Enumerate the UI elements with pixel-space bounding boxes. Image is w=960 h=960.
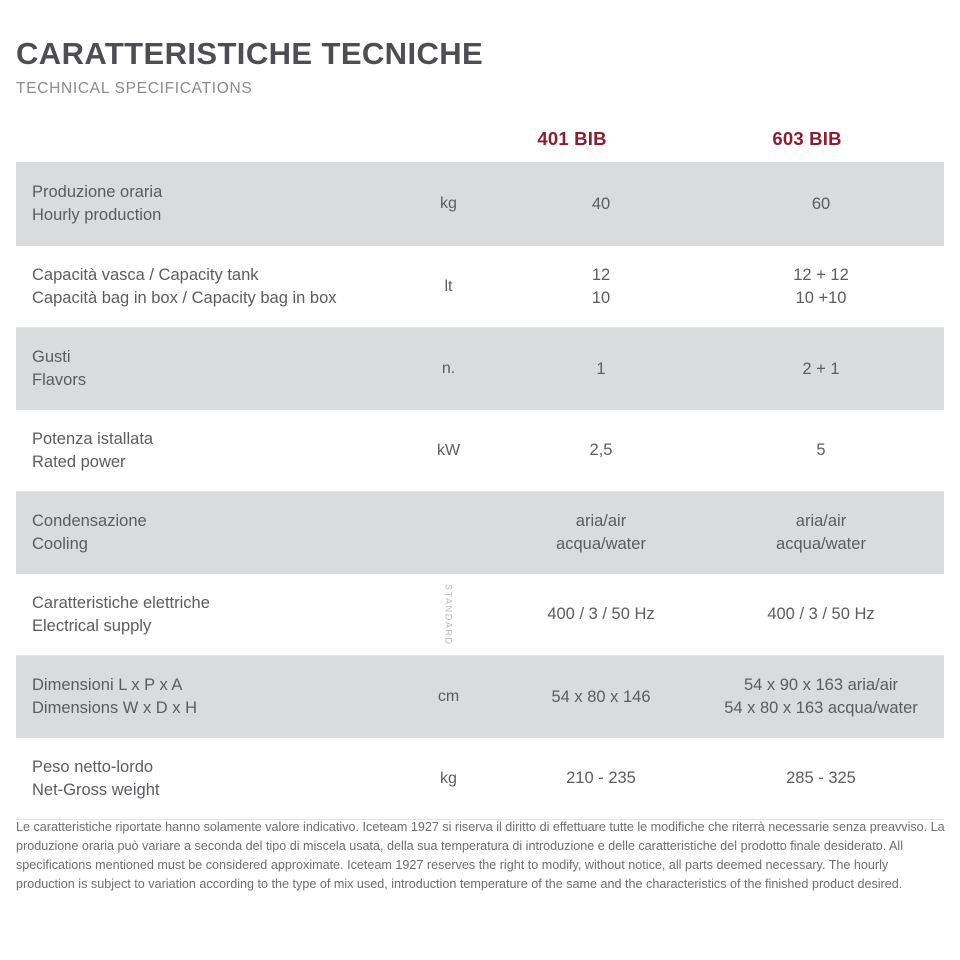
row-label-en: Capacità bag in box / Capacity bag in box [32, 288, 337, 307]
cell-model-1 [491, 510, 711, 556]
row-label-it: Produzione oraria [32, 183, 163, 202]
column-header-model-2: 603 BIB [772, 128, 842, 149]
cell-model-2 [711, 674, 931, 720]
row-label-it: Condensazione [32, 512, 147, 531]
cell-model-2 [711, 358, 931, 381]
cell-value-line: 40 [591, 194, 611, 213]
specifications-table [0, 162, 960, 820]
row-label-it: Gusti [32, 348, 71, 367]
cell-model-1 [491, 767, 711, 790]
row-label [16, 674, 406, 720]
cell-value-line: 12 + 12 [793, 265, 849, 284]
cell-value-line: 10 +10 [795, 288, 847, 307]
cell-value-line: 400 / 3 / 50 Hz [767, 605, 875, 624]
row-label [16, 346, 406, 392]
row-label [16, 756, 406, 802]
table-row [16, 656, 944, 738]
table-row [16, 492, 944, 574]
table-row [16, 328, 944, 410]
cell-value-line: 210 - 235 [566, 769, 636, 788]
row-unit [406, 574, 491, 655]
cell-value-line: 400 / 3 / 50 Hz [547, 605, 655, 624]
cell-model-1 [491, 264, 711, 310]
cell-value-line: 54 x 80 x 146 [551, 687, 651, 706]
row-label-en: Hourly production [32, 206, 162, 224]
cell-value-line: 54 x 80 x 163 acqua/water [724, 699, 918, 717]
cell-model-1 [491, 193, 711, 216]
row-label-it: Capacità vasca / Capacity tank [32, 265, 259, 284]
cell-value-line: 5 [816, 441, 826, 460]
cell-model-2 [711, 510, 931, 556]
row-label [16, 592, 406, 638]
page-title: CARATTERISTICHE TECNICHE [16, 36, 484, 71]
cell-model-1 [491, 603, 711, 626]
cell-model-1 [491, 439, 711, 462]
row-label-it: Peso netto-lordo [32, 757, 154, 776]
cell-model-1 [491, 686, 711, 709]
table-row [16, 162, 944, 246]
row-label-it: Dimensioni L x P x A [32, 676, 183, 695]
row-unit: lt [444, 277, 453, 295]
row-label-en: Electrical supply [32, 616, 152, 635]
row-label-en: Cooling [32, 535, 88, 553]
row-label-en: Net-Gross weight [32, 780, 160, 799]
cell-model-2 [711, 439, 931, 462]
table-row [16, 738, 944, 820]
column-header-model-1: 401 BIB [537, 128, 607, 149]
row-label-en: Dimensions W x D x H [32, 699, 198, 717]
cell-value-line: 54 x 90 x 163 aria/air [743, 676, 899, 695]
row-unit: cm [437, 688, 460, 705]
footnote-disclaimer: Le caratteristiche riportate hanno solamente valore indicativo. Iceteam 1927 si riserva il diritto di effettuare tutte le modifiche che riterrà necessarie senza preavviso. La produzione oraria può variare a seconda del tipo di miscela usata, della sua temperatura di introduzione e delle caratteristiche del prodotto finale desiderato. All specifications mentioned must be considered approximate. Iceteam 1927 reserves the right to modify, without notice, all parts deemed necessary. The hourly production is subject to variation according to the type of mix used, introduction temperature of the same and the characteristics of the finished product desired. [16, 820, 945, 892]
cell-model-2 [711, 603, 931, 626]
table-row [16, 246, 944, 328]
cell-value-line: 2,5 [589, 441, 613, 460]
cell-model-2 [711, 264, 931, 310]
cell-model-1 [491, 358, 711, 381]
row-label [16, 428, 406, 474]
row-label-it: Caratteristiche elettriche [32, 593, 210, 612]
page-subtitle: TECHNICAL SPECIFICATIONS [16, 79, 253, 97]
row-unit: kg [440, 195, 457, 212]
cell-value-line: 285 - 325 [786, 769, 856, 788]
row-label [16, 264, 406, 310]
table-row [16, 574, 944, 656]
column-headers [0, 128, 960, 158]
row-unit: kg [440, 769, 457, 787]
row-label [16, 181, 406, 227]
cell-model-2 [711, 193, 931, 216]
cell-value-line: aria/air [575, 512, 627, 531]
row-unit-vertical-label: STANDARD [443, 583, 454, 646]
page-header [16, 38, 916, 97]
cell-value-line: 1 [596, 359, 606, 378]
cell-value-line: 12 [591, 265, 611, 284]
cell-model-2 [711, 767, 931, 790]
cell-value-line: 10 [591, 288, 611, 307]
cell-value-line: 2 + 1 [802, 359, 840, 378]
row-label [16, 510, 406, 556]
row-label-en: Rated power [32, 452, 126, 471]
row-unit [406, 492, 491, 574]
cell-value-line: acqua/water [556, 535, 646, 553]
table-row [16, 410, 944, 492]
cell-value-line: 60 [811, 194, 831, 213]
row-label-it: Potenza istallata [32, 429, 154, 448]
row-unit: kW [436, 441, 461, 459]
cell-value-line: acqua/water [776, 535, 866, 553]
row-unit: n. [441, 360, 456, 377]
row-label-en: Flavors [32, 371, 87, 389]
cell-value-line: aria/air [795, 512, 847, 531]
